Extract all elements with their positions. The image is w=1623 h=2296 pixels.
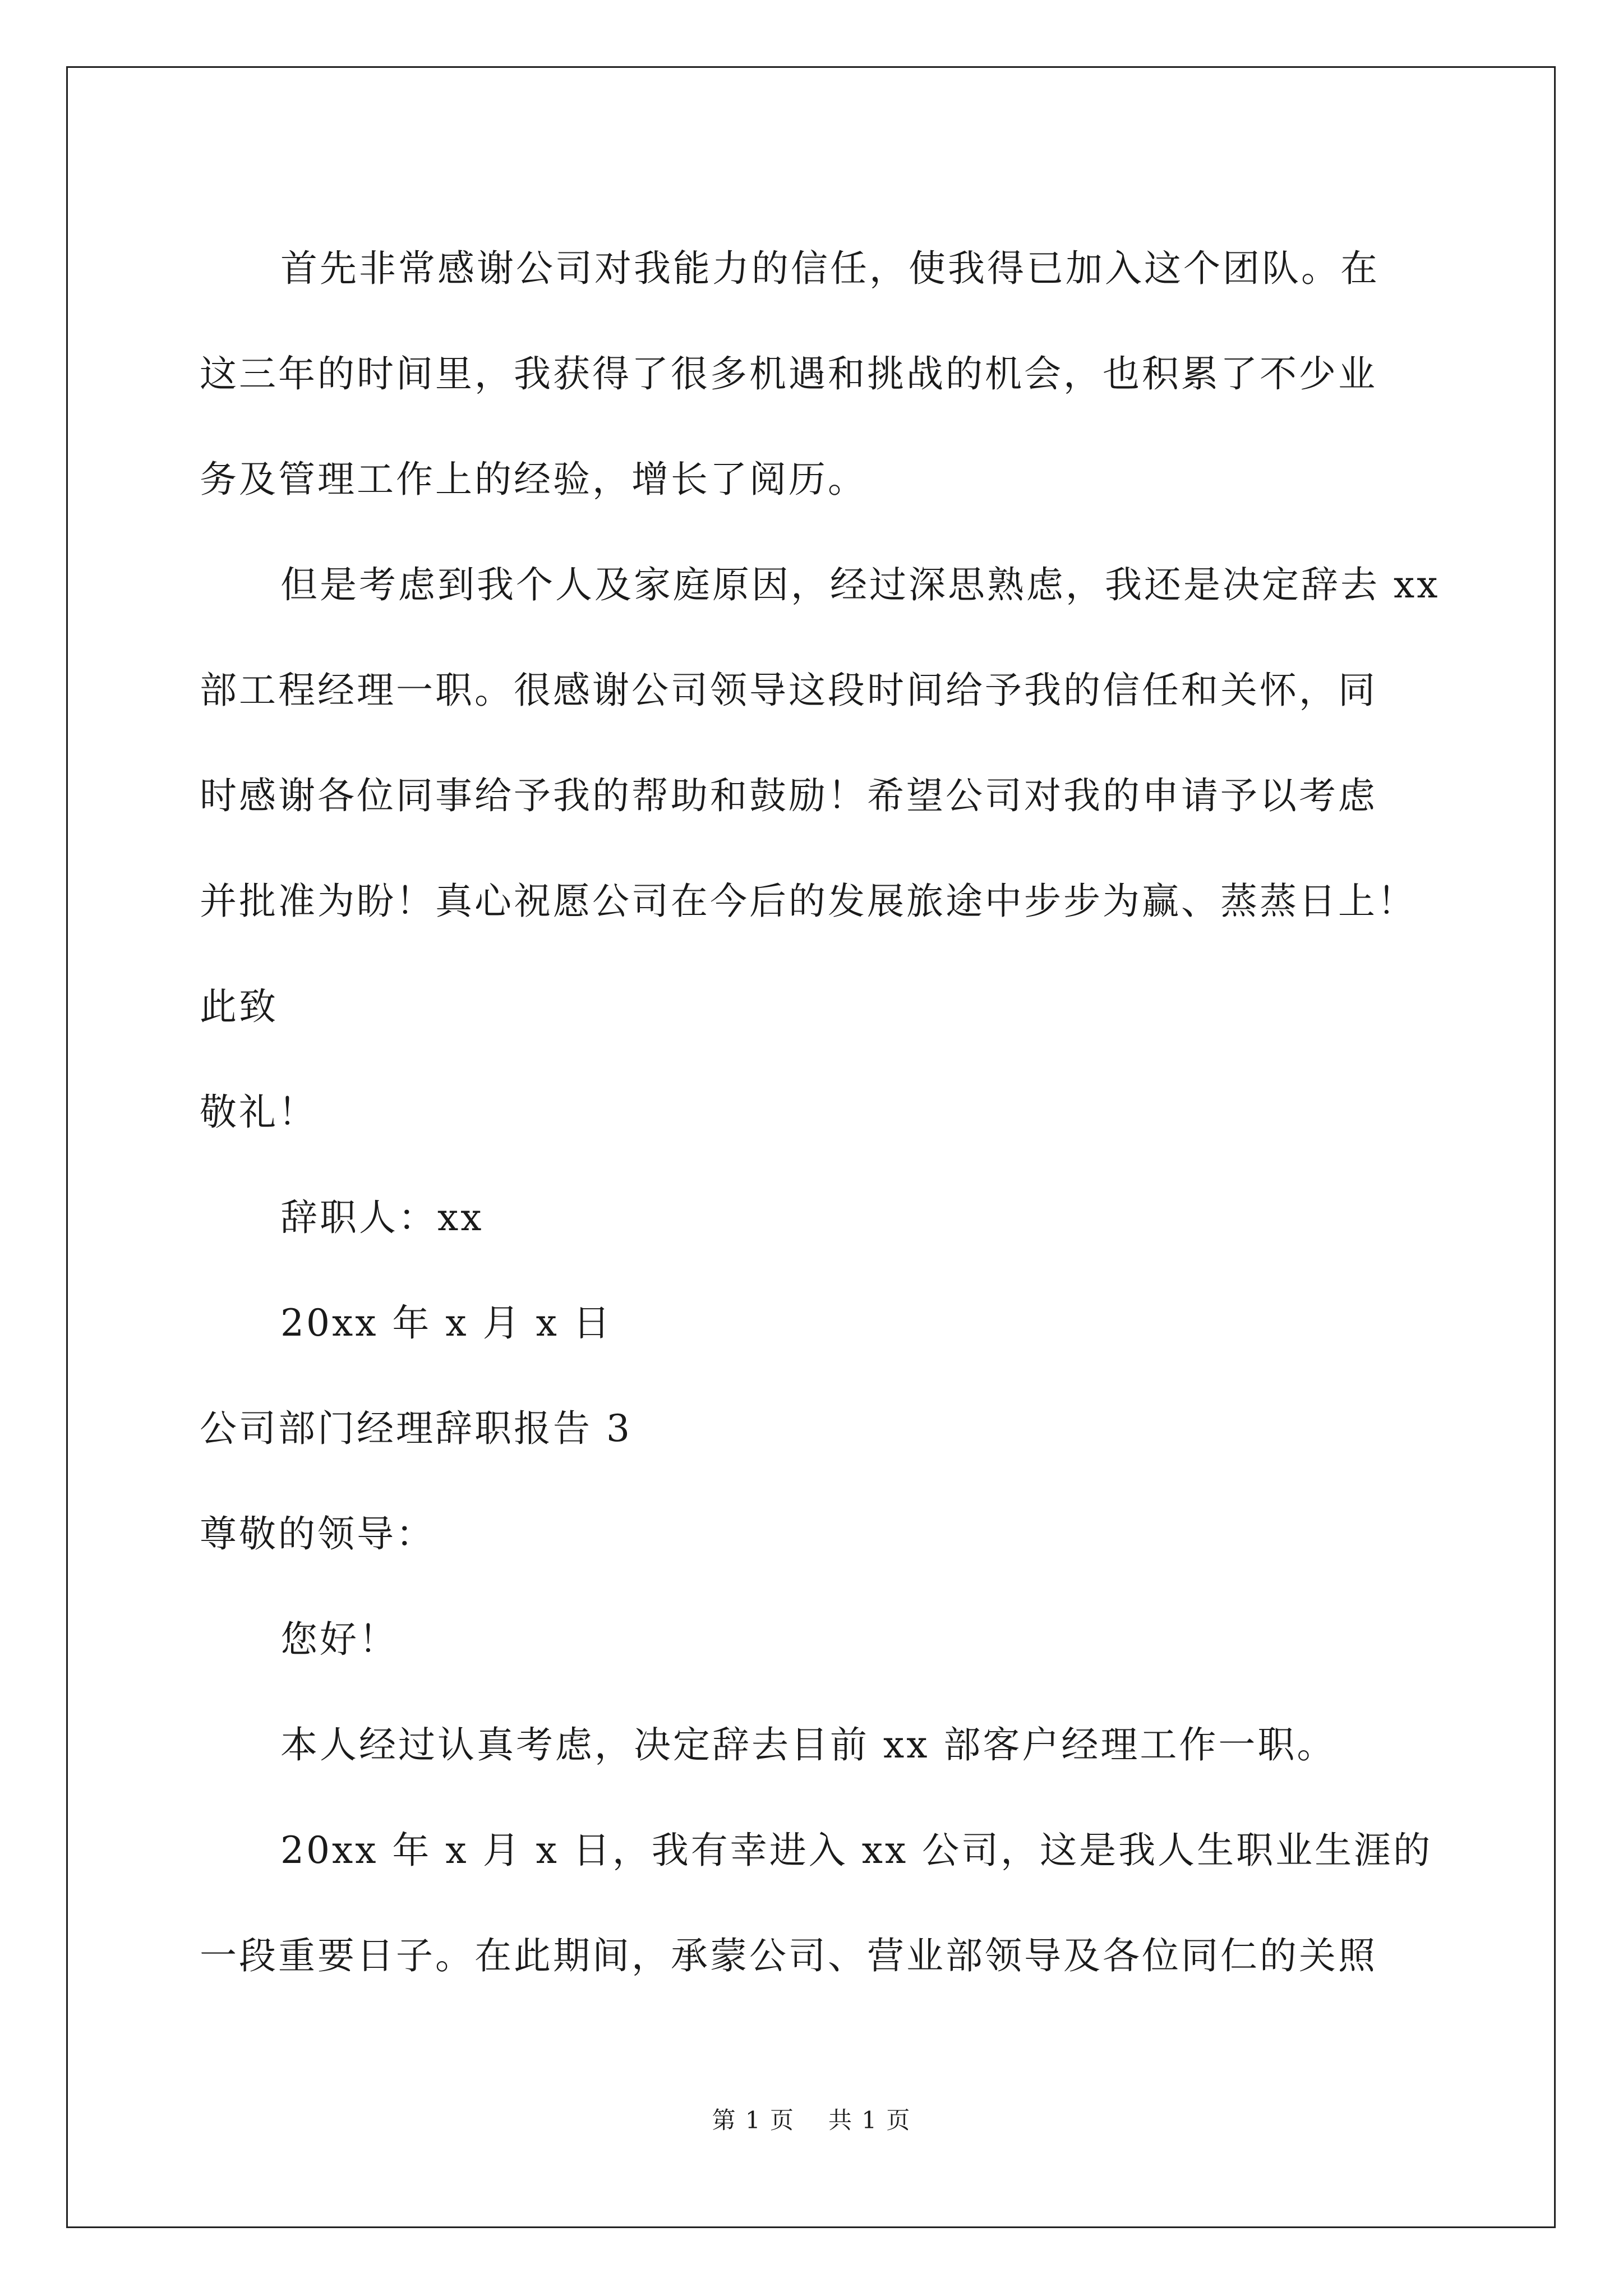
page-footer	[0, 2106, 1623, 2134]
text-line: 此致	[200, 985, 278, 1028]
text-line: 一段重要日子。在此期间，承蒙公司、营业部领导及各位同仁的关照	[200, 1934, 1377, 1977]
page-total: 共 1 页	[828, 2106, 911, 2134]
text-line: 首先非常感谢公司对我能力的信任，使我得已加入这个团队。在	[280, 247, 1380, 290]
text-line: 时感谢各位同事给予我的帮助和鼓励！希望公司对我的申请予以考虑	[200, 774, 1377, 817]
text-line: 公司部门经理辞职报告 3	[200, 1407, 632, 1450]
page-number: 第 1 页	[712, 2106, 795, 2134]
text-line: 您好！	[280, 1618, 398, 1661]
text-line: 本人经过认真考虑，决定辞去目前 xx 部客户经理工作一职。	[280, 1723, 1336, 1766]
text-line: 敬礼！	[200, 1091, 317, 1134]
text-line: 务及管理工作上的经验，增长了阅历。	[200, 458, 867, 501]
text-line: 辞职人：xx	[280, 1196, 484, 1239]
document-body	[200, 216, 1440, 2009]
text-line: 部工程经理一职。很感谢公司领导这段时间给予我的信任和关怀，同	[200, 669, 1377, 712]
text-line: 并批准为盼！真心祝愿公司在今后的发展旅途中步步为赢、蒸蒸日上！	[200, 880, 1417, 923]
text-line: 20xx 年 x 月 x 日，我有幸进入 xx 公司，这是我人生职业生涯的	[280, 1829, 1433, 1872]
text-line: 这三年的时间里，我获得了很多机遇和挑战的机会，也积累了不少业	[200, 352, 1377, 395]
text-line: 尊敬的领导：	[200, 1512, 435, 1556]
text-line: 20xx 年 x 月 x 日	[280, 1301, 612, 1345]
text-line: 但是考虑到我个人及家庭原因，经过深思熟虑，我还是决定辞去 xx	[280, 563, 1440, 606]
